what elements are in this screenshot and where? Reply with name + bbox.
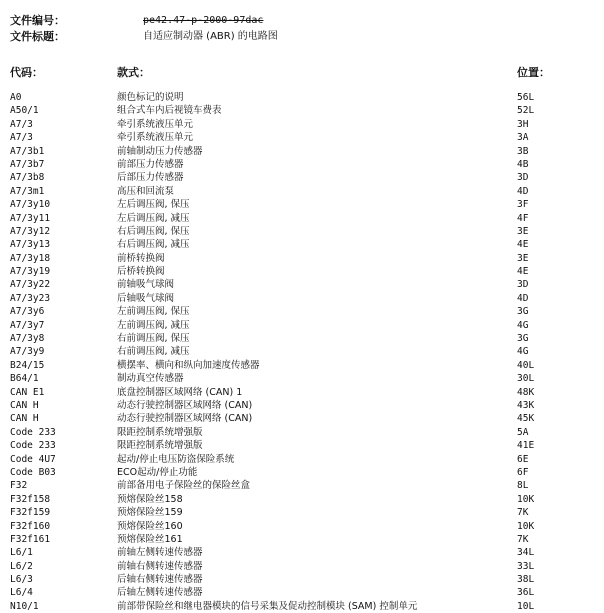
component-code: A50/1	[10, 105, 39, 117]
component-location: 4B	[517, 158, 529, 170]
table-row	[0, 493, 604, 506]
column-header-location: 位置：	[517, 66, 550, 79]
component-code: A7/3y13	[10, 239, 51, 251]
table-row	[0, 292, 604, 305]
table-row	[0, 104, 604, 117]
table-row	[0, 212, 604, 225]
component-location: 5A	[517, 426, 529, 438]
component-location: 4G	[517, 319, 529, 331]
component-location: 4D	[517, 292, 529, 304]
doc-title-label: 文件标题：	[10, 30, 65, 43]
component-code: A7/3m1	[10, 185, 45, 197]
table-row	[0, 600, 604, 613]
component-code: A7/3y8	[10, 333, 45, 345]
component-code: CAN H	[10, 413, 39, 425]
table-row	[0, 453, 604, 466]
component-description: 左前调压阀, 保压	[117, 306, 190, 318]
table-row	[0, 118, 604, 131]
component-location: 10K	[517, 520, 535, 532]
component-code: L6/1	[10, 547, 33, 559]
component-description: 横摆率、横向和纵向加速度传感器	[117, 359, 260, 371]
component-description: 限距控制系统增强版	[117, 426, 203, 438]
component-code: F32f158	[10, 493, 51, 505]
component-description: 后轴右侧转速传感器	[117, 574, 203, 586]
component-location: 4D	[517, 185, 529, 197]
component-code: A7/3	[10, 132, 33, 144]
component-code: L6/4	[10, 587, 33, 599]
component-description: 后轴左侧转速传感器	[117, 587, 203, 599]
component-location: 30L	[517, 373, 535, 385]
component-code: A7/3y19	[10, 266, 51, 278]
table-row	[0, 252, 604, 265]
doc-number-label: 文件编号：	[10, 14, 65, 27]
component-code: Code 233	[10, 440, 56, 452]
component-code: N10/1	[10, 600, 39, 612]
component-description: 起动/停止电压防盗保险系统	[117, 453, 235, 465]
component-location: 3E	[517, 252, 529, 264]
component-location: 34L	[517, 547, 535, 559]
component-code: A7/3b1	[10, 145, 45, 157]
component-description: 动态行驶控制器区域网络 (CAN)	[117, 413, 253, 425]
component-location: 7K	[517, 507, 529, 519]
component-code: F32	[10, 480, 28, 492]
table-row	[0, 319, 604, 332]
component-code: Code B03	[10, 466, 56, 478]
table-row	[0, 238, 604, 251]
component-location: 10K	[517, 493, 535, 505]
component-description: 前轴右侧转速传感器	[117, 560, 203, 572]
table-row	[0, 131, 604, 144]
component-code: Code 233	[10, 426, 56, 438]
component-location: 3D	[517, 172, 529, 184]
component-description: 牵引系统液压单元	[117, 132, 194, 144]
component-location: 56L	[517, 92, 535, 103]
component-location: 41E	[517, 440, 535, 452]
component-location: 3G	[517, 306, 529, 318]
component-code: CAN E1	[10, 386, 45, 398]
component-code: A7/3b7	[10, 158, 45, 170]
table-row	[0, 546, 604, 559]
component-location: 6E	[517, 453, 529, 465]
component-description: 底盘控制器区域网络 (CAN) 1	[117, 386, 243, 398]
component-code: A7/3y18	[10, 252, 51, 264]
table-row	[0, 225, 604, 238]
component-description: 右前调压阀, 减压	[117, 346, 190, 358]
component-code: A7/3y7	[10, 319, 45, 331]
component-description: 预熔保险丝158	[117, 493, 183, 505]
component-description: 限距控制系统增强版	[117, 440, 203, 452]
component-location: 3A	[517, 132, 529, 144]
table-row	[0, 560, 604, 573]
component-description: 左后调压阀, 保压	[117, 199, 190, 211]
component-location: 3B	[517, 145, 529, 157]
table-row	[0, 520, 604, 533]
table-row	[0, 171, 604, 184]
component-location: 4E	[517, 266, 529, 278]
table-row	[0, 158, 604, 171]
component-location: 7K	[517, 533, 529, 545]
component-description: 牵引系统液压单元	[117, 118, 194, 130]
component-location: 43K	[517, 399, 535, 411]
component-location: 4E	[517, 239, 529, 251]
table-row	[0, 198, 604, 211]
component-location: 3D	[517, 279, 529, 291]
component-description: 后桥转换阀	[117, 266, 165, 278]
component-code: A0	[10, 92, 22, 103]
component-code: F32f161	[10, 533, 51, 545]
doc-number-value: pe42.47-p-2000-97dac	[143, 15, 264, 26]
table-row	[0, 386, 604, 399]
table-row	[0, 305, 604, 318]
table-row	[0, 412, 604, 425]
component-description: 前部压力传感器	[117, 158, 184, 170]
component-code: A7/3y6	[10, 306, 45, 318]
component-location: 38L	[517, 574, 535, 586]
component-code: B64/1	[10, 373, 39, 385]
component-location: 4G	[517, 346, 529, 358]
table-row	[0, 466, 604, 479]
component-description: 右后调压阀, 减压	[117, 239, 190, 251]
column-header-style: 款式：	[117, 66, 150, 79]
doc-title-value: 自适应制动器 (ABR) 的电路图	[143, 31, 278, 42]
component-location: 3F	[517, 199, 529, 211]
component-location: 10L	[517, 600, 535, 612]
component-code: A7/3y12	[10, 225, 51, 237]
table-row	[0, 91, 604, 104]
component-description: 前部备用电子保险丝的保险丝盒	[117, 480, 251, 492]
table-row	[0, 399, 604, 412]
component-code: A7/3y23	[10, 292, 51, 304]
component-description: 预熔保险丝161	[117, 533, 183, 545]
table-row	[0, 533, 604, 546]
table-row	[0, 506, 604, 519]
component-description: 前桥转换阀	[117, 252, 165, 264]
component-description: 动态行驶控制器区域网络 (CAN)	[117, 399, 253, 411]
component-description: 预熔保险丝160	[117, 520, 183, 532]
table-row	[0, 332, 604, 345]
table-row	[0, 278, 604, 291]
column-header-code: 代码：	[10, 66, 43, 79]
component-location: 3H	[517, 118, 529, 130]
table-row	[0, 265, 604, 278]
table-row	[0, 439, 604, 452]
table-row	[0, 145, 604, 158]
component-location: 36L	[517, 587, 535, 599]
component-code: F32f159	[10, 507, 51, 519]
component-location: 3G	[517, 333, 529, 345]
component-location: 40L	[517, 359, 535, 371]
component-code: B24/15	[10, 359, 45, 371]
component-description: ECO起动/停止功能	[117, 466, 198, 478]
component-description: 高压和回流泵	[117, 185, 175, 197]
component-table	[0, 91, 604, 613]
component-description: 左前调压阀, 减压	[117, 319, 190, 331]
table-row	[0, 345, 604, 358]
table-row	[0, 586, 604, 599]
component-description: 前轴左侧转速传感器	[117, 547, 203, 559]
component-description: 颜色标记的说明	[117, 92, 184, 103]
component-location: 6F	[517, 466, 529, 478]
component-description: 前部带保险丝和继电器模块的信号采集及促动控制模块 (SAM) 控制单元	[117, 600, 418, 612]
component-code: A7/3b8	[10, 172, 45, 184]
table-row	[0, 372, 604, 385]
table-row	[0, 573, 604, 586]
table-row	[0, 359, 604, 372]
component-location: 8L	[517, 480, 529, 492]
component-location: 48K	[517, 386, 535, 398]
component-code: L6/2	[10, 560, 33, 572]
component-code: CAN H	[10, 399, 39, 411]
component-code: A7/3y9	[10, 346, 45, 358]
component-code: F32f160	[10, 520, 51, 532]
component-description: 预熔保险丝159	[117, 507, 183, 519]
component-description: 后部压力传感器	[117, 172, 184, 184]
component-description: 前轴制动压力传感器	[117, 145, 203, 157]
table-row	[0, 426, 604, 439]
component-description: 左后调压阀, 减压	[117, 212, 190, 224]
component-code: A7/3	[10, 118, 33, 130]
component-location: 52L	[517, 105, 535, 117]
component-description: 右前调压阀, 保压	[117, 333, 190, 345]
component-description: 前轴吸气球阀	[117, 279, 175, 291]
component-location: 45K	[517, 413, 535, 425]
component-code: A7/3y11	[10, 212, 51, 224]
component-code: L6/3	[10, 574, 33, 586]
component-location: 33L	[517, 560, 535, 572]
table-row	[0, 185, 604, 198]
component-code: A7/3y22	[10, 279, 51, 291]
component-description: 后轴吸气球阀	[117, 292, 175, 304]
component-location: 3E	[517, 225, 529, 237]
component-description: 制动真空传感器	[117, 373, 184, 385]
component-description: 右后调压阀, 保压	[117, 225, 190, 237]
component-description: 组合式车内后视镜车费表	[117, 105, 222, 117]
component-location: 4F	[517, 212, 529, 224]
table-row	[0, 479, 604, 492]
component-code: A7/3y10	[10, 199, 51, 211]
component-code: Code 4U7	[10, 453, 56, 465]
